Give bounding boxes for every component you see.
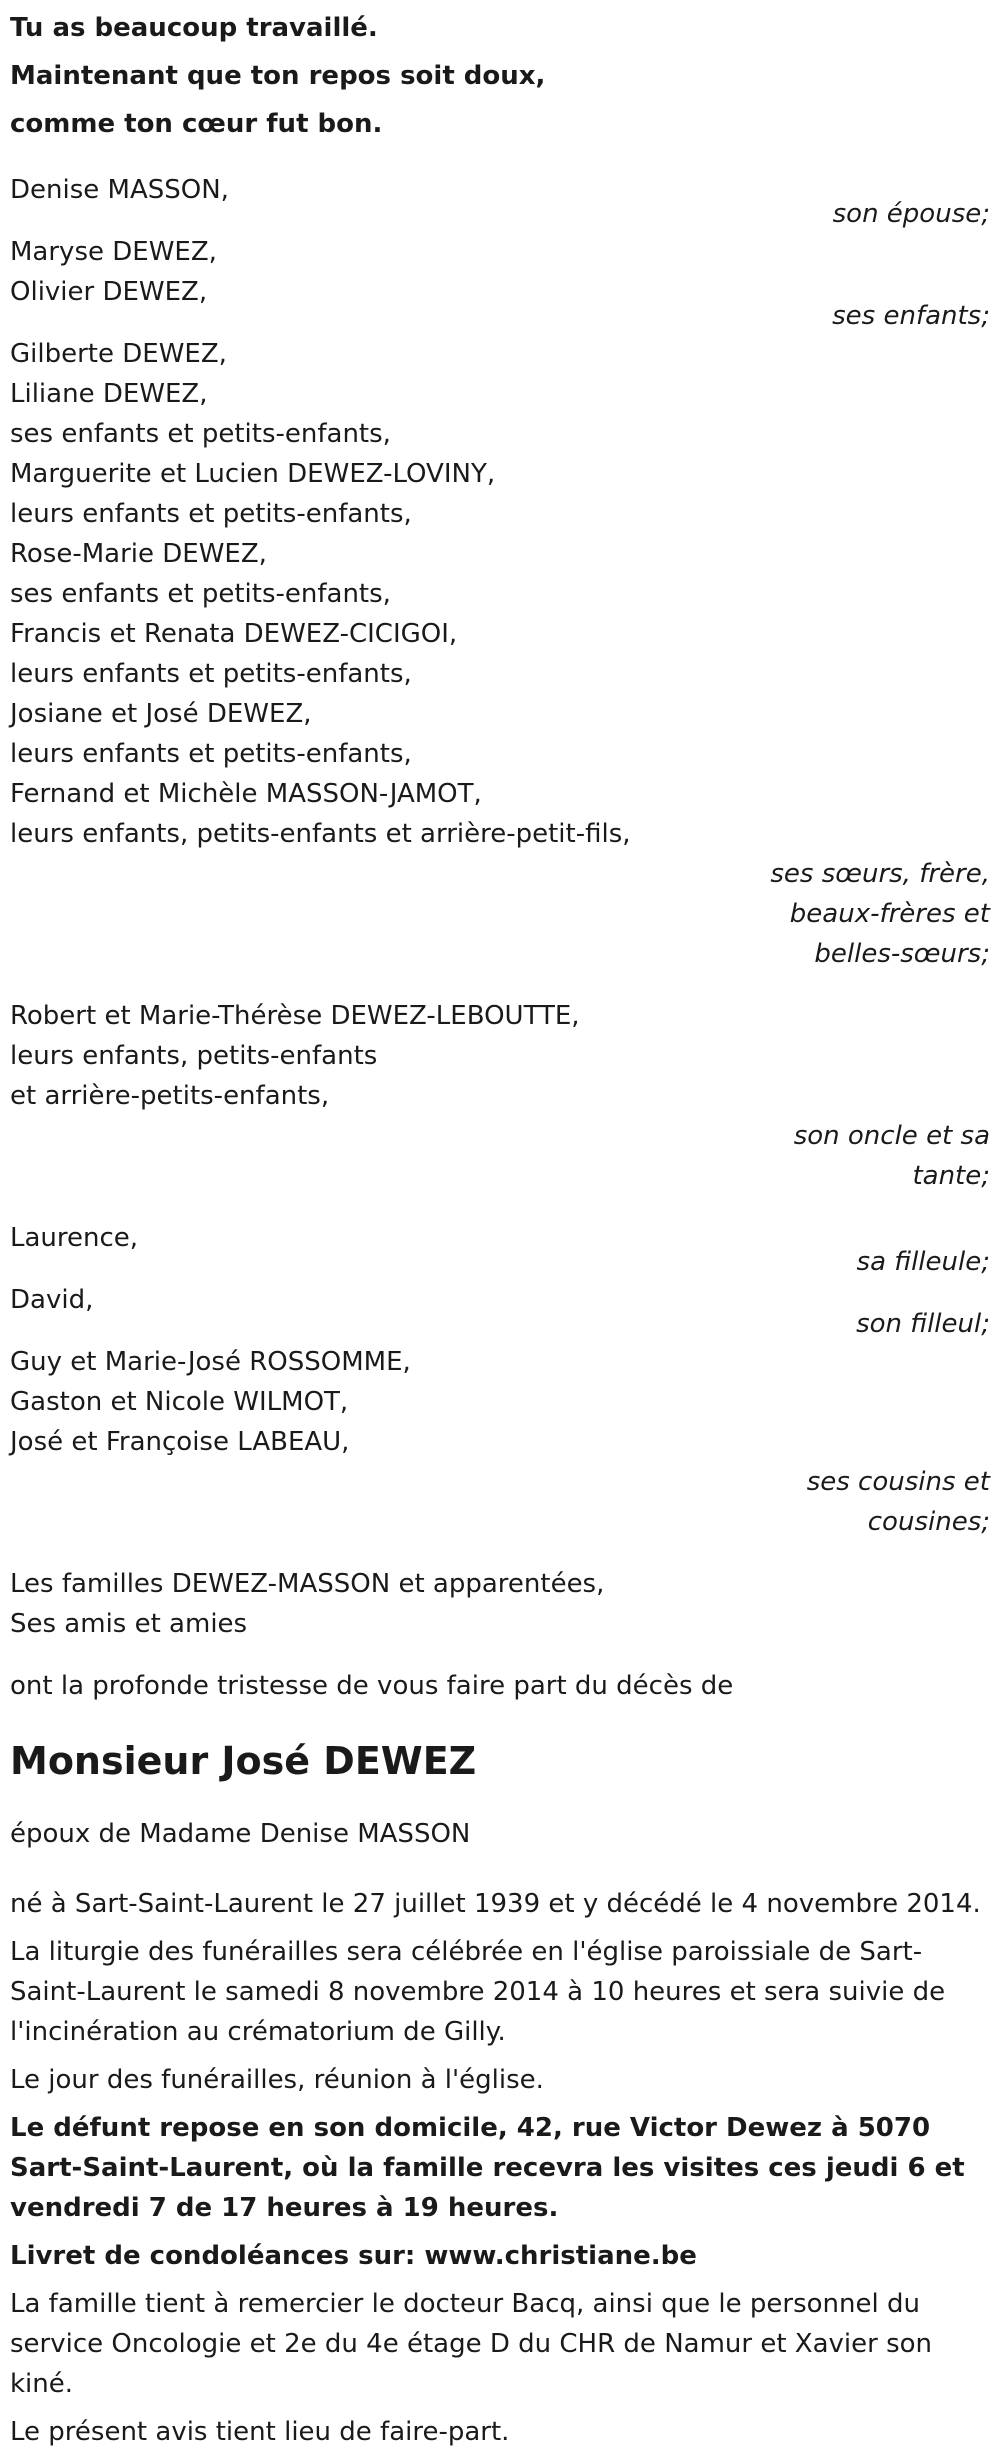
relation-line: ses enfants; (832, 301, 990, 331)
name-line: et arrière-petits-enfants, (10, 1081, 330, 1111)
relation-line: beaux-frères et (789, 899, 990, 929)
poem-line: comme ton cœur fut bon. (10, 109, 383, 139)
name-line: Gaston et Nicole WILMOT, (10, 1387, 349, 1417)
name-line: Maryse DEWEZ, (10, 237, 217, 267)
name-line: Francis et Renata DEWEZ-CICIGOI, (10, 619, 458, 649)
name-line: David, (10, 1285, 94, 1315)
relation-line: son filleul; (856, 1309, 990, 1339)
family-group-spouse (10, 170, 990, 229)
names-list (10, 1342, 990, 1462)
name-line: Fernand et Michèle MASSON-JAMOT, (10, 779, 482, 809)
thanks-paragraph: La famille tient à remercier le docteur Bacq, ainsi que le personnel du service Oncologie et 2e du 4e étage D du CHR de Namur et Xavier son kiné. (10, 2289, 933, 2399)
relation-line: ses cousins et (806, 1467, 990, 1497)
names-list (10, 1280, 770, 1320)
relation-line: son oncle et sa (793, 1121, 990, 1151)
relation-line: belles-sœurs; (814, 939, 990, 969)
name-line: Denise MASSON, (10, 175, 229, 205)
name-line: José et Françoise LABEAU, (10, 1427, 350, 1457)
family-group-godson (10, 1280, 990, 1339)
name-line: Robert et Marie-Thérèse DEWEZ-LEBOUTTE, (10, 1001, 580, 1031)
name-line: Liliane DEWEZ, (10, 379, 208, 409)
name-line: ses enfants et petits-enfants, (10, 579, 391, 609)
announcement: ont la profonde tristesse de vous faire part du décès de (10, 1671, 734, 1701)
name-line: leurs enfants et petits-enfants, (10, 739, 412, 769)
relation-label (770, 1462, 990, 1542)
family-group-uncle-aunt (10, 996, 990, 1116)
relation-label (770, 296, 990, 336)
relation-line: son épouse; (832, 199, 990, 229)
name-line: leurs enfants et petits-enfants, (10, 659, 412, 689)
family-group-children (10, 232, 990, 331)
name-line: ses enfants et petits-enfants, (10, 419, 391, 449)
relation-label (770, 854, 990, 974)
name-line: leurs enfants et petits-enfants, (10, 499, 412, 529)
names-list (10, 334, 990, 854)
name-line: Rose-Marie DEWEZ, (10, 539, 267, 569)
relation-label (770, 1242, 990, 1282)
closing-line: Le présent avis tient lieu de faire-part. (10, 2417, 510, 2447)
rest-paragraph: Le défunt repose en son domicile, 42, rue Victor Dewez à 5070 Sart-Saint-Laurent, où la famille recevra les visites ces jeudi 6 et vendredi 7 de 17 heures à 19 heures. (10, 2113, 965, 2223)
relation-label (770, 194, 990, 234)
names-list (10, 996, 990, 1116)
family-group-goddaughter (10, 1218, 990, 1277)
name-line: Marguerite et Lucien DEWEZ-LOVINY, (10, 459, 496, 489)
spouse-line: époux de Madame Denise MASSON (10, 1819, 471, 1849)
relation-line: cousines; (867, 1507, 990, 1537)
relation-label (770, 1304, 990, 1344)
liturgy-paragraph: La liturgie des funérailles sera célébrée en l'église paroissiale de Sart-Saint-Laurent le samedi 8 novembre 2014 à 10 heures et sera suivie de l'incinération au crématorium de Gilly. (10, 1937, 946, 2047)
families-and-friends (10, 1564, 990, 1644)
deceased-name: Monsieur José DEWEZ (10, 1739, 477, 1783)
names-list (10, 170, 770, 210)
relation-line: ses sœurs, frère, (770, 859, 990, 889)
relation-line: sa filleule; (856, 1247, 990, 1277)
poem-line: Tu as beaucoup travaillé. (10, 13, 378, 43)
name-line: leurs enfants, petits-enfants (10, 1041, 378, 1071)
family-group-cousins (10, 1342, 990, 1462)
name-line: Josiane et José DEWEZ, (10, 699, 312, 729)
condolences-line: Livret de condoléances sur: www.christiane.be (10, 2241, 697, 2271)
names-list (10, 232, 770, 312)
poem-line: Maintenant que ton repos soit doux, (10, 61, 546, 91)
family-group-siblings (10, 334, 990, 854)
name-line: leurs enfants, petits-enfants et arrière-petit-fils, (10, 819, 631, 849)
relation-label (770, 1116, 990, 1196)
name-line: Guy et Marie-José ROSSOMME, (10, 1347, 411, 1377)
birth-death-line: né à Sart-Saint-Laurent le 27 juillet 1939 et y décédé le 4 novembre 2014. (10, 1889, 981, 1919)
name-line: Laurence, (10, 1223, 139, 1253)
names-list (10, 1218, 770, 1258)
meeting-line: Le jour des funérailles, réunion à l'église. (10, 2065, 544, 2095)
friends-line: Ses amis et amies (10, 1609, 248, 1639)
relation-line: tante; (912, 1161, 990, 1191)
name-line: Gilberte DEWEZ, (10, 339, 227, 369)
poem (10, 0, 990, 148)
families-line: Les familles DEWEZ-MASSON et apparentées, (10, 1569, 605, 1599)
name-line: Olivier DEWEZ, (10, 277, 208, 307)
